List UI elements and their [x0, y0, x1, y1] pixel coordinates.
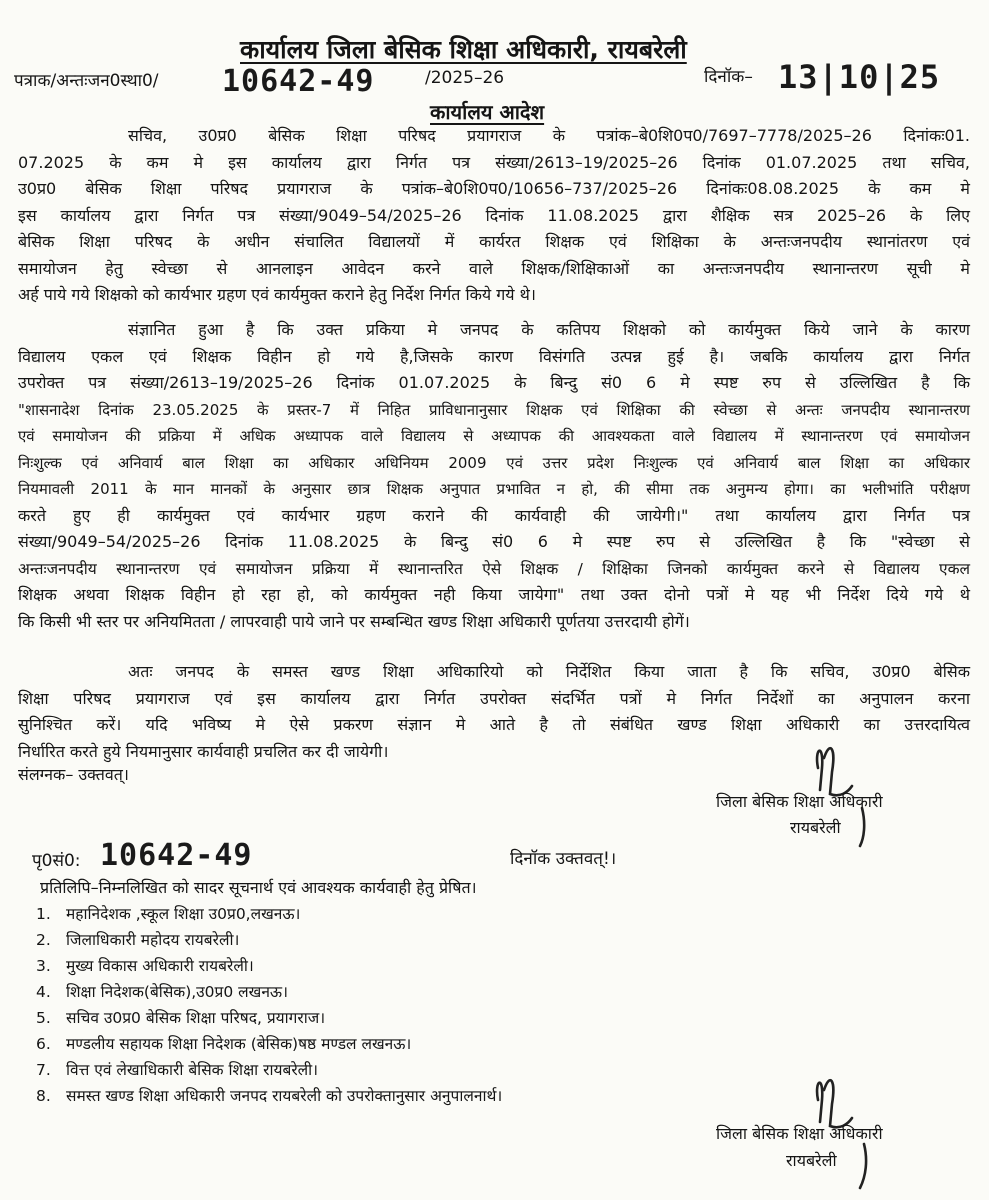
endorsement-label: पृ0सं0:	[32, 851, 81, 871]
paragraph-line: उपरोक्त पत्र संख्या/2613–19/2025–26 दिनांक 01.07.2025 के बिन्दु सं0 6 मे स्पष्ट रुप से उल्लिखित है कि	[18, 373, 970, 392]
list-item	[36, 1083, 502, 1109]
list-item	[36, 927, 502, 953]
list-item-text: वित्त एवं लेखाधिकारी बेसिक शिक्षा रायबरेली।	[66, 1061, 319, 1079]
list-item-number: 5.	[36, 1009, 51, 1027]
paragraph-line: अन्तःजनपदीय स्थानान्तरण एवं समायोजन प्रक्रिया में स्थानान्तरित ऐसे शिक्षक / शिक्षिका जिनको कार्यमुक्त करने से विद्यालय एकल	[18, 559, 970, 578]
copy-to-intro: प्रतिलिपि–निम्नलिखित को सादर सूचनार्थ एवं आवश्यक कार्यवाही हेतु प्रेषित।	[40, 878, 477, 897]
paragraph-line: समायोजन हेतु स्वेच्छा से आनलाइन आवेदन करने वाले शिक्षक/शिक्षिकाओं का अन्तःजनपदीय स्थानान्तरण सूची मे	[18, 258, 970, 278]
list-item-number: 2.	[36, 931, 51, 949]
paragraph-line: 07.2025 के कम मे इस कार्यालय द्वारा निर्गत पत्र संख्या/2613–19/2025–26 दिनांक 01.07.2025 तथा सचिव,	[18, 152, 970, 172]
signatory-designation-2: जिला बेसिक शिक्षा अधिकारी	[716, 1124, 883, 1143]
paragraph-line: संख्या/9049–54/2025–26 दिनांक 11.08.2025 के बिन्दु सं0 6 मे स्पष्ट रुप से उल्लिखित है कि "स्वेच्छा से	[18, 532, 970, 551]
signatory-designation-1: जिला बेसिक शिक्षा अधिकारी	[716, 792, 883, 811]
list-item-number: 3.	[36, 957, 51, 975]
letter-number-year: /2025–26	[425, 68, 505, 88]
list-item	[36, 979, 502, 1005]
signatory-place-2: रायबरेली	[786, 1151, 837, 1170]
recipient-list	[36, 901, 502, 1109]
date-handwritten: 13|10|25	[778, 58, 941, 96]
paragraph-line: सुनिश्चित करें। यदि भविष्य मे ऐसे प्रकरण संज्ञान मे आते है तो संबंधित खण्ड शिक्षा अधिकारी का उत्तरदायित्व	[18, 715, 970, 734]
list-item	[36, 1005, 502, 1031]
order-heading: कार्यालय आदेश	[430, 100, 545, 124]
paragraph-line: निर्धारित करते हुये नियमानुसार कार्यवाही प्रचलित कर दी जायेगी।	[18, 741, 389, 761]
signatory-place-1: रायबरेली	[790, 818, 841, 837]
letter-number-handwritten: 10642-49	[222, 64, 375, 99]
paragraph-line: करते हुए ही कार्यमुक्त एवं कार्यभार ग्रहण कराने की कार्यवाही की जायेगी।" तथा कार्यालय द्वारा निर्गत पत्र	[18, 505, 970, 525]
endorsement-number-handwritten: 10642-49	[100, 838, 253, 873]
paragraph-line: बेसिक शिक्षा परिषद के अधीन संचालित विद्यालयों में कार्यरत शिक्षक एवं शिक्षिका के अन्तःजनपदीय स्थानांतरण एवं	[18, 232, 970, 251]
paragraph-line: संज्ञानित हुआ है कि उक्त प्रकिया मे जनपद के कतिपय शिक्षको को कार्यमुक्त किये जाने के कारण	[128, 320, 970, 339]
paragraph-line: शिक्षा परिषद प्रयागराज एवं इस कार्यालय द्वारा निर्गत उपरोक्त संदर्भित पत्रों मे निर्गत निर्देशों का अनुपालन करना	[18, 688, 970, 708]
list-item-text: समस्त खण्ड शिक्षा अधिकारी जनपद रायबरेली को उपरोक्तानुसार अनुपालनार्थ।	[66, 1087, 503, 1105]
date-label: दिनॉक–	[704, 67, 753, 87]
list-item-text: मण्डलीय सहायक शिक्षा निदेशक (बेसिक)षष्ठ मण्डल लखनऊ।	[66, 1035, 412, 1053]
paragraph-line: सचिव, उ0प्र0 बेसिक शिक्षा परिषद प्रयागराज के पत्रांक–बे0शि0प0/7697–7778/2025–26 दिनांकः01.	[128, 126, 970, 145]
list-item-text: मुख्य विकास अधिकारी रायबरेली।	[66, 957, 254, 975]
enclosure-note: संलग्नक– उक्तवत्।	[18, 765, 129, 784]
paragraph-line: निःशुल्क एवं अनिवार्य बाल शिक्षा का अधिकार अधिनियम 2009 एवं उत्तर प्रदेश निःशुल्क एवं अनिवार्य बाल शिक्षा का अधिकार	[18, 453, 970, 472]
paragraph-2	[18, 317, 970, 635]
list-item	[36, 901, 502, 927]
paragraph-line: अतः जनपद के समस्त खण्ड शिक्षा अधिकारियो को निर्देशित किया जाता है कि सचिव, उ0प्र0 बेसिक	[128, 662, 970, 681]
list-item-number: 1.	[36, 905, 51, 923]
list-item	[36, 953, 502, 979]
list-item-text: जिलाधिकारी महोदय रायबरेली।	[66, 931, 240, 949]
list-item-number: 8.	[36, 1087, 51, 1105]
list-item	[36, 1031, 502, 1057]
list-item-text: सचिव उ0प्र0 बेसिक शिक्षा परिषद, प्रयागराज।	[66, 1009, 326, 1027]
list-item-number: 4.	[36, 983, 51, 1001]
office-title: कार्यालय जिला बेसिक शिक्षा अधिकारी, रायबरेली	[240, 35, 687, 64]
paragraph-line: नियमावली 2011 के मान मानकों के अनुसार छात्र शिक्षक अनुपात प्रभावित न हो, की सीमा तक अनुमन्य होगा। का भलीभांति परीक्षण	[18, 480, 970, 498]
list-item-text: महानिदेशक ,स्कूल शिक्षा उ0प्र0,लखनऊ।	[66, 905, 301, 923]
paragraph-line: विद्यालय एकल एवं शिक्षक विहीन हो गये है,जिसके कारण विसंगति उत्पन्न हुई है। जबकि कार्यालय द्वारा निर्गत	[18, 346, 970, 366]
list-item-text: शिक्षा निदेशक(बेसिक),उ0प्र0 लखनऊ।	[66, 983, 288, 1001]
paragraph-line: अर्ह पाये गये शिक्षको को कार्यभार ग्रहण एवं कार्यमुक्त कराने हेतु निर्देश निर्गत किये गये थे।	[18, 285, 536, 304]
list-item-number: 6.	[36, 1035, 51, 1053]
list-item-number: 7.	[36, 1061, 51, 1079]
paragraph-1	[18, 123, 970, 309]
letter-number-label: पत्राक/अन्तःजन0स्था0/	[14, 71, 159, 91]
paragraph-line: शिक्षक अथवा शिक्षक विहीन हो रहा हो, को कार्यमुक्त नही किया जायेगा" तथा उक्त दोनो पत्रों मे यह भी निर्देश दिये गये थे	[18, 585, 970, 604]
paragraph-line: कि किसी भी स्तर पर अनियमितता / लापरवाही पाये जाने पर सम्बन्धित खण्ड शिक्षा अधिकारी पूर्णतया उत्तरदायी होगें।	[18, 611, 690, 631]
list-item	[36, 1057, 502, 1083]
paragraph-line: उ0प्र0 बेसिक शिक्षा परिषद प्रयागराज के पत्रांक–बे0शि0प0/10656–737/2025–26 दिनांकः08.08.2025 के कम मे	[18, 179, 970, 198]
paragraph-line: इस कार्यालय द्वारा निर्गत पत्र संख्या/9049–54/2025–26 दिनांक 11.08.2025 द्वारा शैक्षिक सत्र 2025–26 के लिए	[18, 205, 970, 225]
endorsement-date: दिनॉक उक्तवत्!।	[510, 849, 617, 869]
paragraph-line: "शासनादेश दिनांक 23.05.2025 के प्रस्तर-7 में निहित प्राविधानानुसार शिक्षक एवं शिक्षिका की स्वेच्छा से अन्तः जनपदीय स्थानान्तरण	[18, 400, 970, 419]
paragraph-line: एवं समायोजन की प्रक्रिया में अधिक अध्यापक वाले विद्यालय से अध्यापक की आवश्यकता वाले विद्यालय में स्थानान्तरण एवं समायोजन	[18, 427, 970, 445]
